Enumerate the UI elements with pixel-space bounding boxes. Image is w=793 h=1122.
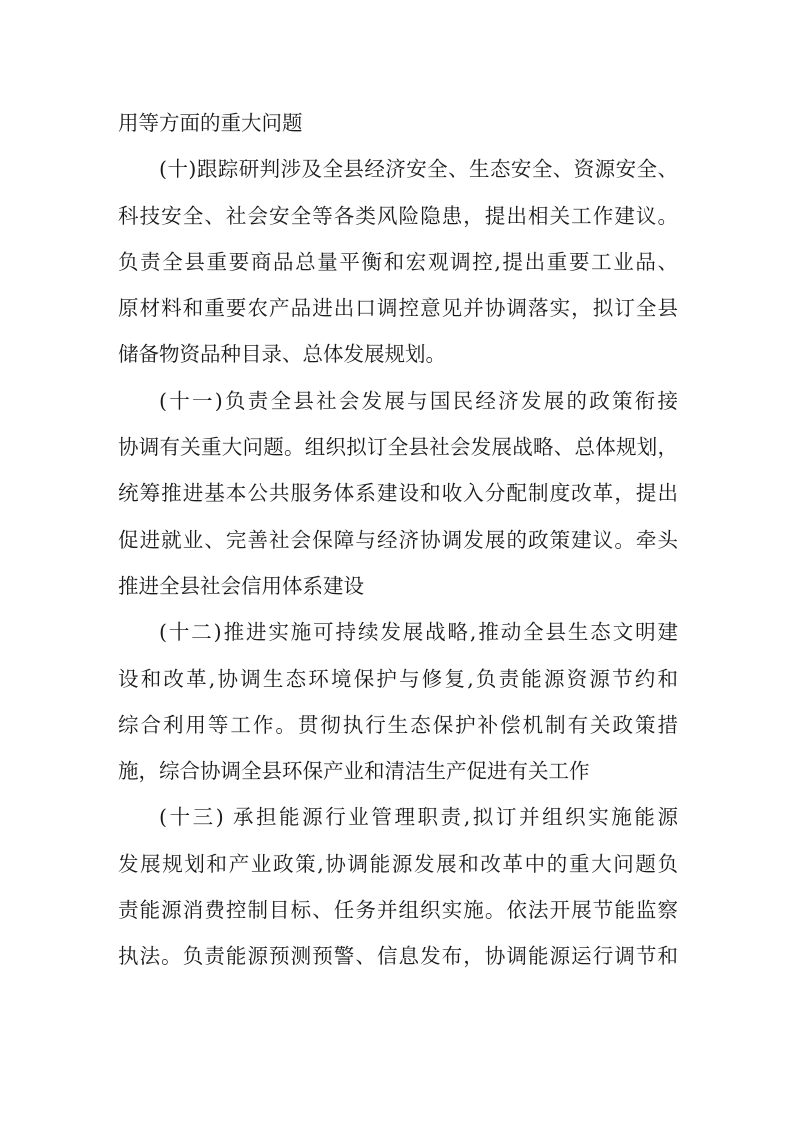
text-line: 综合利用等工作。贯彻执行生态保护补偿机制有关政策措 [118, 712, 678, 737]
text-line: (十三) 承担能源行业管理职责,拟订并组织实施能源 [159, 805, 678, 830]
text-line: (十二)推进实施可持续发展战略,推动全县生态文明建 [159, 620, 678, 645]
text-line: 科技安全、社会安全等各类风险隐患，提出相关工作建议。 [118, 203, 678, 228]
body-text [118, 100, 678, 980]
text-line: 设和改革,协调生态环境保护与修复,负责能源资源节约和 [118, 666, 678, 691]
text-line: 促进就业、完善社会保障与经济协调发展的政策建议。牵头 [118, 527, 678, 552]
text-line: 协调有关重大问题。组织拟订全县社会发展战略、总体规划， [118, 435, 678, 460]
text-line: 执法。负责能源预测预警、信息发布，协调能源运行调节和 [118, 944, 678, 969]
text-line: (十)跟踪研判涉及全县经济安全、生态安全、资源安全、 [159, 157, 678, 182]
text-line: 责能源消费控制目标、任务并组织实施。依法开展节能监察 [118, 898, 678, 923]
text-line: 发展规划和产业政策,协调能源发展和改革中的重大问题负 [118, 851, 678, 876]
text-line: 推进全县社会信用体系建设 [118, 573, 364, 598]
text-line: 原材料和重要农产品进出口调控意见并协调落实，拟订全县 [118, 296, 678, 321]
text-line: (十一)负责全县社会发展与国民经济发展的政策衔接 [159, 388, 678, 413]
text-line: 储备物资品种目录、总体发展规划。 [118, 342, 446, 367]
text-line: 统筹推进基本公共服务体系建设和收入分配制度改革，提出 [118, 481, 678, 506]
text-line: 施，综合协调全县环保产业和清洁生产促进有关工作 [118, 759, 590, 784]
text-line: 用等方面的重大问题 [118, 111, 303, 135]
text-line: 负责全县重要商品总量平衡和宏观调控,提出重要工业品、 [118, 249, 678, 274]
